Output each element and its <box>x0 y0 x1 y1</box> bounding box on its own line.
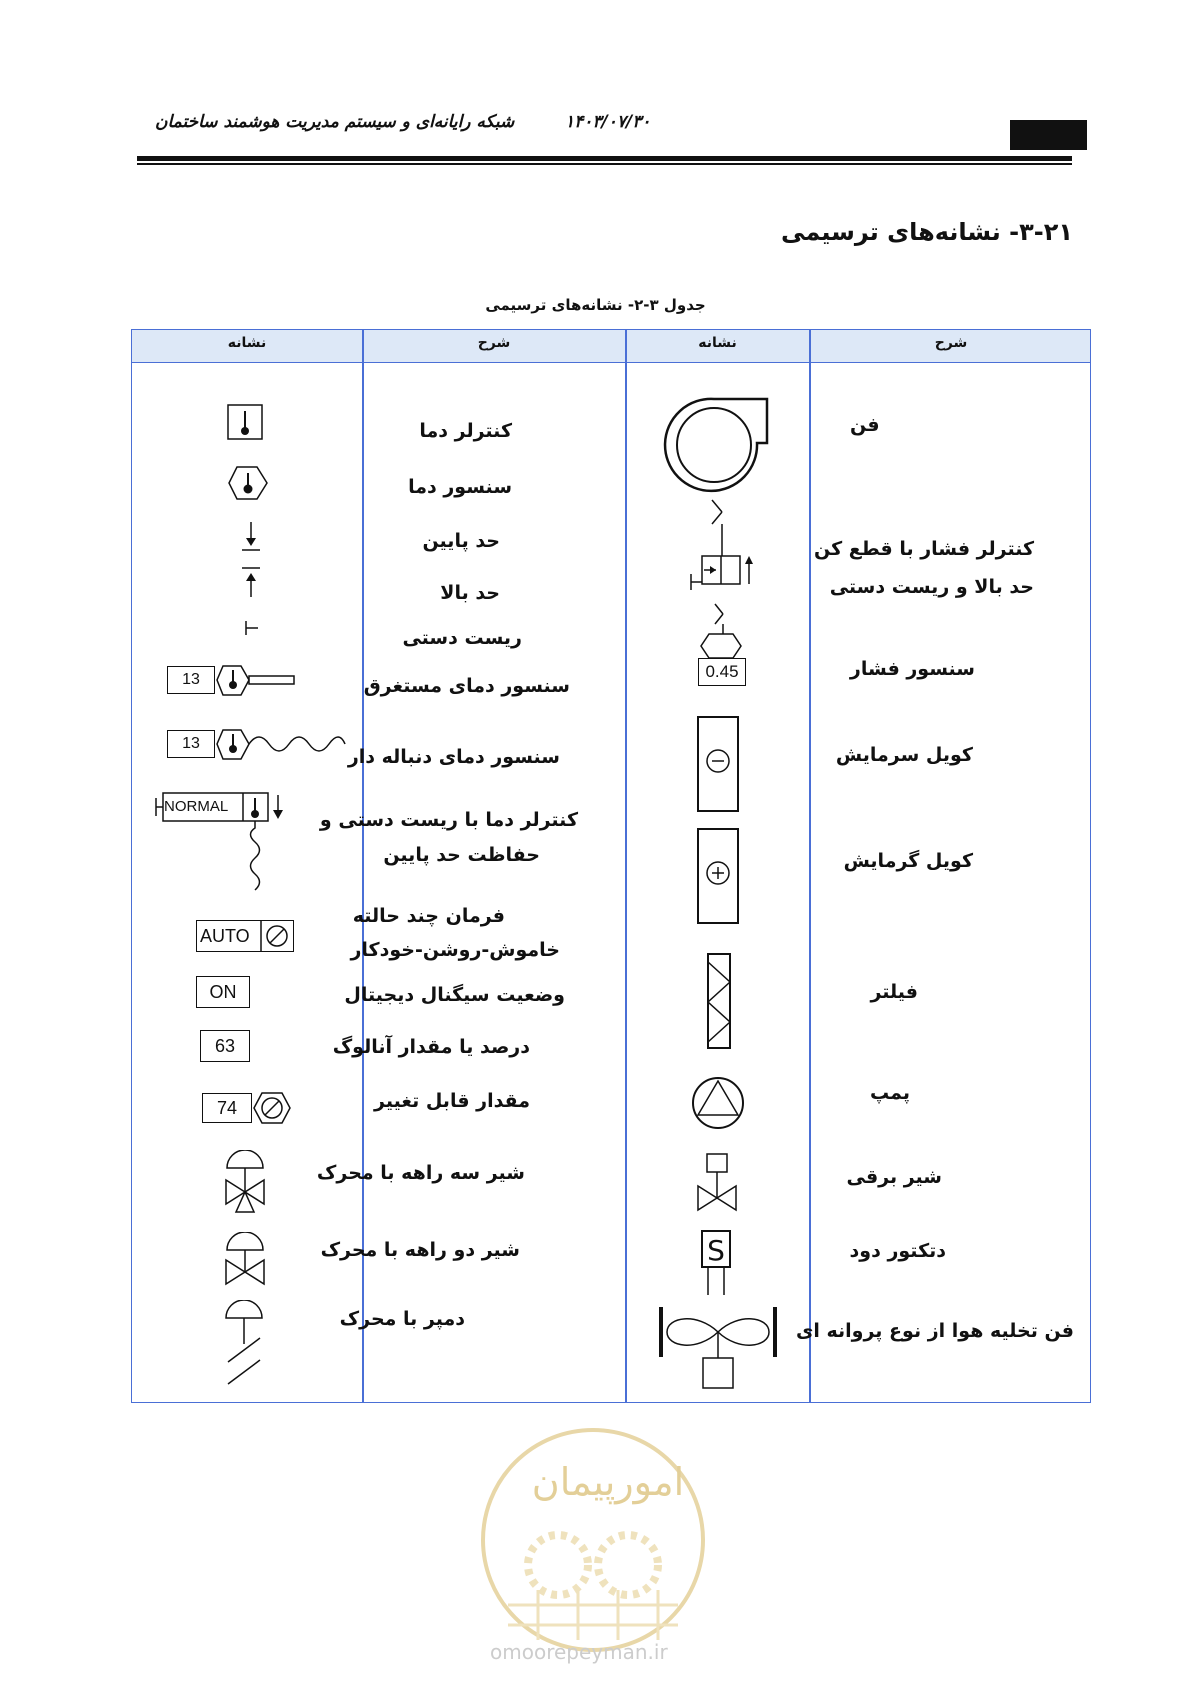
desc-two-way-valve: شیر دو راهه با محرک <box>320 1239 520 1261</box>
cooling-coil-icon <box>696 715 742 815</box>
solenoid-valve-icon <box>694 1152 740 1216</box>
propeller-exhaust-fan-icon <box>657 1302 782 1392</box>
document-title: شبکه رایانه‌ای و سیستم مدیریت هوشمند ساختمان <box>155 112 515 132</box>
desc-adjustable-value: مقدار قابل تغییر <box>374 1090 530 1112</box>
adjustable-value-icon <box>252 1091 294 1125</box>
desc-fan: فن <box>850 414 880 436</box>
freeze-stat-value: NORMAL <box>164 798 229 815</box>
header-rule-thin <box>137 163 1072 165</box>
column-divider <box>625 330 627 1402</box>
desc-cooling-coil: کویل سرمایش <box>835 744 973 766</box>
desc-multistate-line1: فرمان چند حالته <box>352 905 505 927</box>
manual-reset-icon <box>242 618 262 638</box>
multistate-command-value: AUTO <box>200 926 250 946</box>
desc-immersion-sensor: سنسور دمای مستغرق <box>363 675 570 697</box>
immersion-sensor-icon <box>215 664 345 698</box>
desc-pump: پمپ <box>870 1082 910 1104</box>
header-desc-left: شرح <box>477 335 511 351</box>
desc-analog-value: درصد یا مقدار آنالوگ <box>332 1036 530 1058</box>
desc-averaging-sensor: سنسور دمای دنباله دار <box>347 746 560 768</box>
svg-text:S: S <box>707 1234 725 1267</box>
damper-actuator-icon <box>220 1300 270 1390</box>
immersion-sensor-value: 13 <box>167 666 215 694</box>
multistate-command-icon <box>260 920 294 952</box>
header-symbol-left: نشانه <box>227 335 267 351</box>
header-symbol-right: نشانه <box>698 335 737 351</box>
page-number-box <box>1010 120 1087 150</box>
digital-status-icon: ON <box>196 976 250 1008</box>
desc-pressure-controller-line1: کنترلر فشار با قطع کن <box>814 538 1034 560</box>
desc-low-limit: حد پایین <box>422 530 500 552</box>
pump-icon <box>690 1075 746 1131</box>
desc-digital-status: وضعیت سیگنال دیجیتال <box>344 984 565 1006</box>
header-rule-thick <box>137 156 1072 161</box>
symbols-table <box>131 329 1091 1403</box>
section-heading: ۳-۲۱- نشانه‌های ترسیمی <box>781 218 1073 246</box>
desc-high-limit: حد بالا <box>440 582 500 604</box>
desc-three-way-valve: شیر سه راهه با محرک <box>316 1162 525 1184</box>
document-date: ۱۴۰۳/۰۷/۳۰ <box>565 112 651 132</box>
temperature-sensor-icon <box>227 465 269 501</box>
desc-damper: دمپر با محرک <box>339 1308 465 1330</box>
heating-coil-icon <box>696 827 742 927</box>
averaging-sensor-value: 13 <box>167 730 215 758</box>
desc-multistate-line2: خاموش-روشن-خودکار <box>350 939 560 961</box>
desc-pressure-sensor: سنسور فشار <box>849 658 975 680</box>
table-caption: جدول ۳-۲- نشانه‌های ترسیمی <box>485 296 706 314</box>
desc-heating-coil: کویل گرمایش <box>843 850 973 872</box>
two-way-valve-icon <box>222 1232 268 1288</box>
desc-freeze-stat-line1: کنترلر دما با ریست دستی و <box>319 809 578 831</box>
watermark-logo-text: امورپیمان <box>531 1460 685 1504</box>
header-desc-right: شرح <box>934 335 968 351</box>
desc-solenoid-valve: شیر برقی <box>846 1166 942 1188</box>
desc-filter: فیلتر <box>870 981 918 1003</box>
desc-pressure-controller-line2: حد بالا و ریست دستی <box>829 576 1034 598</box>
filter-icon <box>706 952 734 1052</box>
pressure-controller-icon <box>688 498 758 602</box>
desc-freeze-stat-line2: حفاظت حد پایین <box>383 844 540 866</box>
watermark-logo <box>478 1425 708 1655</box>
desc-manual-reset: ریست دستی <box>402 627 522 649</box>
adjustable-value-value: 74 <box>202 1093 252 1123</box>
column-divider <box>809 330 811 1402</box>
analog-value-icon: 63 <box>200 1030 250 1062</box>
thermostat-controller-icon <box>226 403 266 443</box>
low-limit-icon <box>239 520 263 554</box>
desc-temperature-controller: کنترلر دما <box>419 420 512 442</box>
desc-propeller-fan: فن تخلیه هوا از نوع پروانه ای <box>795 1320 1074 1342</box>
smoke-detector-icon <box>698 1229 738 1301</box>
fan-icon <box>662 395 772 495</box>
desc-smoke-detector: دتکتور دود <box>849 1240 946 1262</box>
three-way-valve-icon <box>222 1150 268 1214</box>
desc-temperature-sensor: سنسور دما <box>408 476 512 498</box>
watermark-url: omoorepeyman.ir <box>490 1640 668 1664</box>
pressure-sensor-value: 0.45 <box>698 658 746 686</box>
high-limit-icon <box>239 565 263 599</box>
averaging-sensor-icon <box>215 728 355 764</box>
